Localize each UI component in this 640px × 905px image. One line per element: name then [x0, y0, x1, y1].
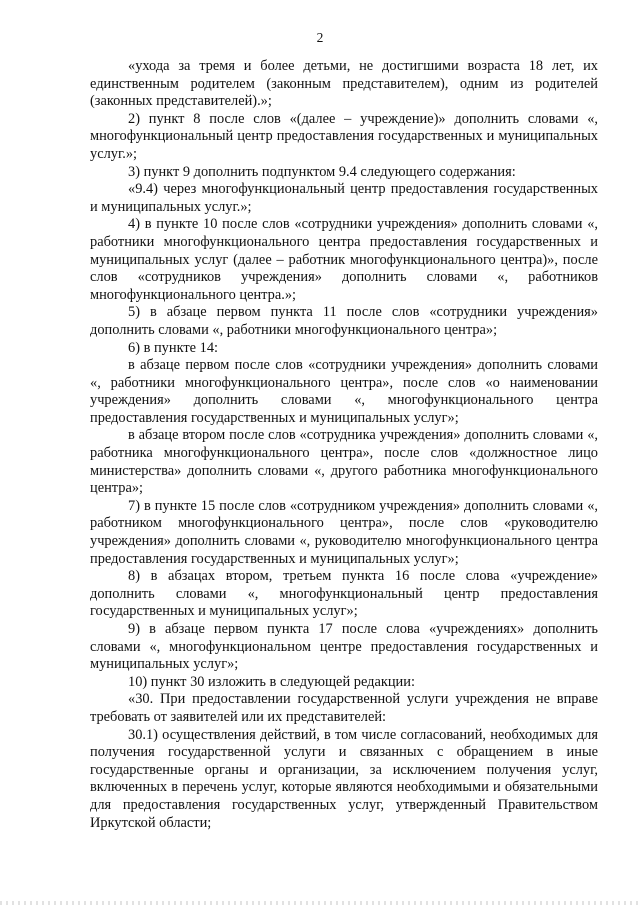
- paragraph: в абзаце втором после слов «сотрудника учреждения» дополнить словами «, работника многофункционального центра», после слов «должностное лицо министерства» дополнить словами «, другого работника многофункционального центра»;: [90, 427, 598, 497]
- paragraph: 10) пункт 30 изложить в следующей редакции:: [128, 673, 415, 690]
- paragraph: 7) в пункте 15 после слов «сотрудником учреждения» дополнить словами «, работником многофункционального центра», после слов «руководителю учреждения» дополнить словами «, руководителю многофункционального центра предоставления государственных и муниципальных услуг»;: [90, 497, 598, 567]
- paragraph: 8) в абзацах втором, третьем пункта 16 после слова «учреждение» дополнить словами «, многофункциональный центр предоставления государственных и муниципальных услуг»;: [90, 568, 598, 620]
- paragraph: 30.1) осуществления действий, в том числе согласований, необходимых для получения государственной услуги и связанных с обращением в иные государственные органы и организации, за исключением получения услуг, включенных в перечень услуг, которые являются необходимыми и обязательными для предоставления государственных услуг, утвержденный Правительством Иркутской области;: [90, 726, 598, 831]
- paragraph: 3) пункт 9 дополнить подпунктом 9.4 следующего содержания:: [128, 163, 516, 180]
- paragraph: «9.4) через многофункциональный центр предоставления государственных и муниципальных услуг.»;: [90, 181, 598, 215]
- paragraph: 5) в абзаце первом пункта 11 после слов «сотрудники учреждения» дополнить словами «, работники многофункционального центра»;: [90, 304, 598, 338]
- paragraph: 6) в пункте 14:: [128, 339, 219, 356]
- paragraph: «ухода за тремя и более детьми, не достигшими возраста 18 лет, их единственным родителем (законным представителем), одним из родителей (законных представителей).»;: [90, 58, 598, 110]
- paragraph: 4) в пункте 10 после слов «сотрудники учреждения» дополнить словами «, работники многофункционального центра предоставления государственных и муниципальных услуг (далее – работник многофункционального центра)», после слов «сотрудников учреждения» дополнить словами «, работников многофункционального центра.»;: [90, 216, 598, 303]
- document-body: [90, 58, 598, 832]
- scan-edge-artifact: [0, 901, 640, 905]
- paragraph: 2) пункт 8 после слов «(далее – учреждение)» дополнить словами «, многофункциональный центр предоставления государственных и муниципальных услуг.»;: [90, 110, 598, 162]
- page-number: 2: [316, 30, 324, 45]
- paragraph: в абзаце первом после слов «сотрудники учреждения» дополнить словами «, работники многофункционального центра», после слов «о наименовании учреждения» дополнить словами «, многофункционального центра предоставления государственных и муниципальных услуг»;: [90, 357, 598, 426]
- paragraph: 9) в абзаце первом пункта 17 после слова «учреждениях» дополнить словами «, многофункциональном центре предоставления государственных и муниципальных услуг»;: [90, 621, 598, 673]
- paragraph: «30. При предоставлении государственной услуги учреждения не вправе требовать от заявителей или их представителей:: [90, 691, 598, 725]
